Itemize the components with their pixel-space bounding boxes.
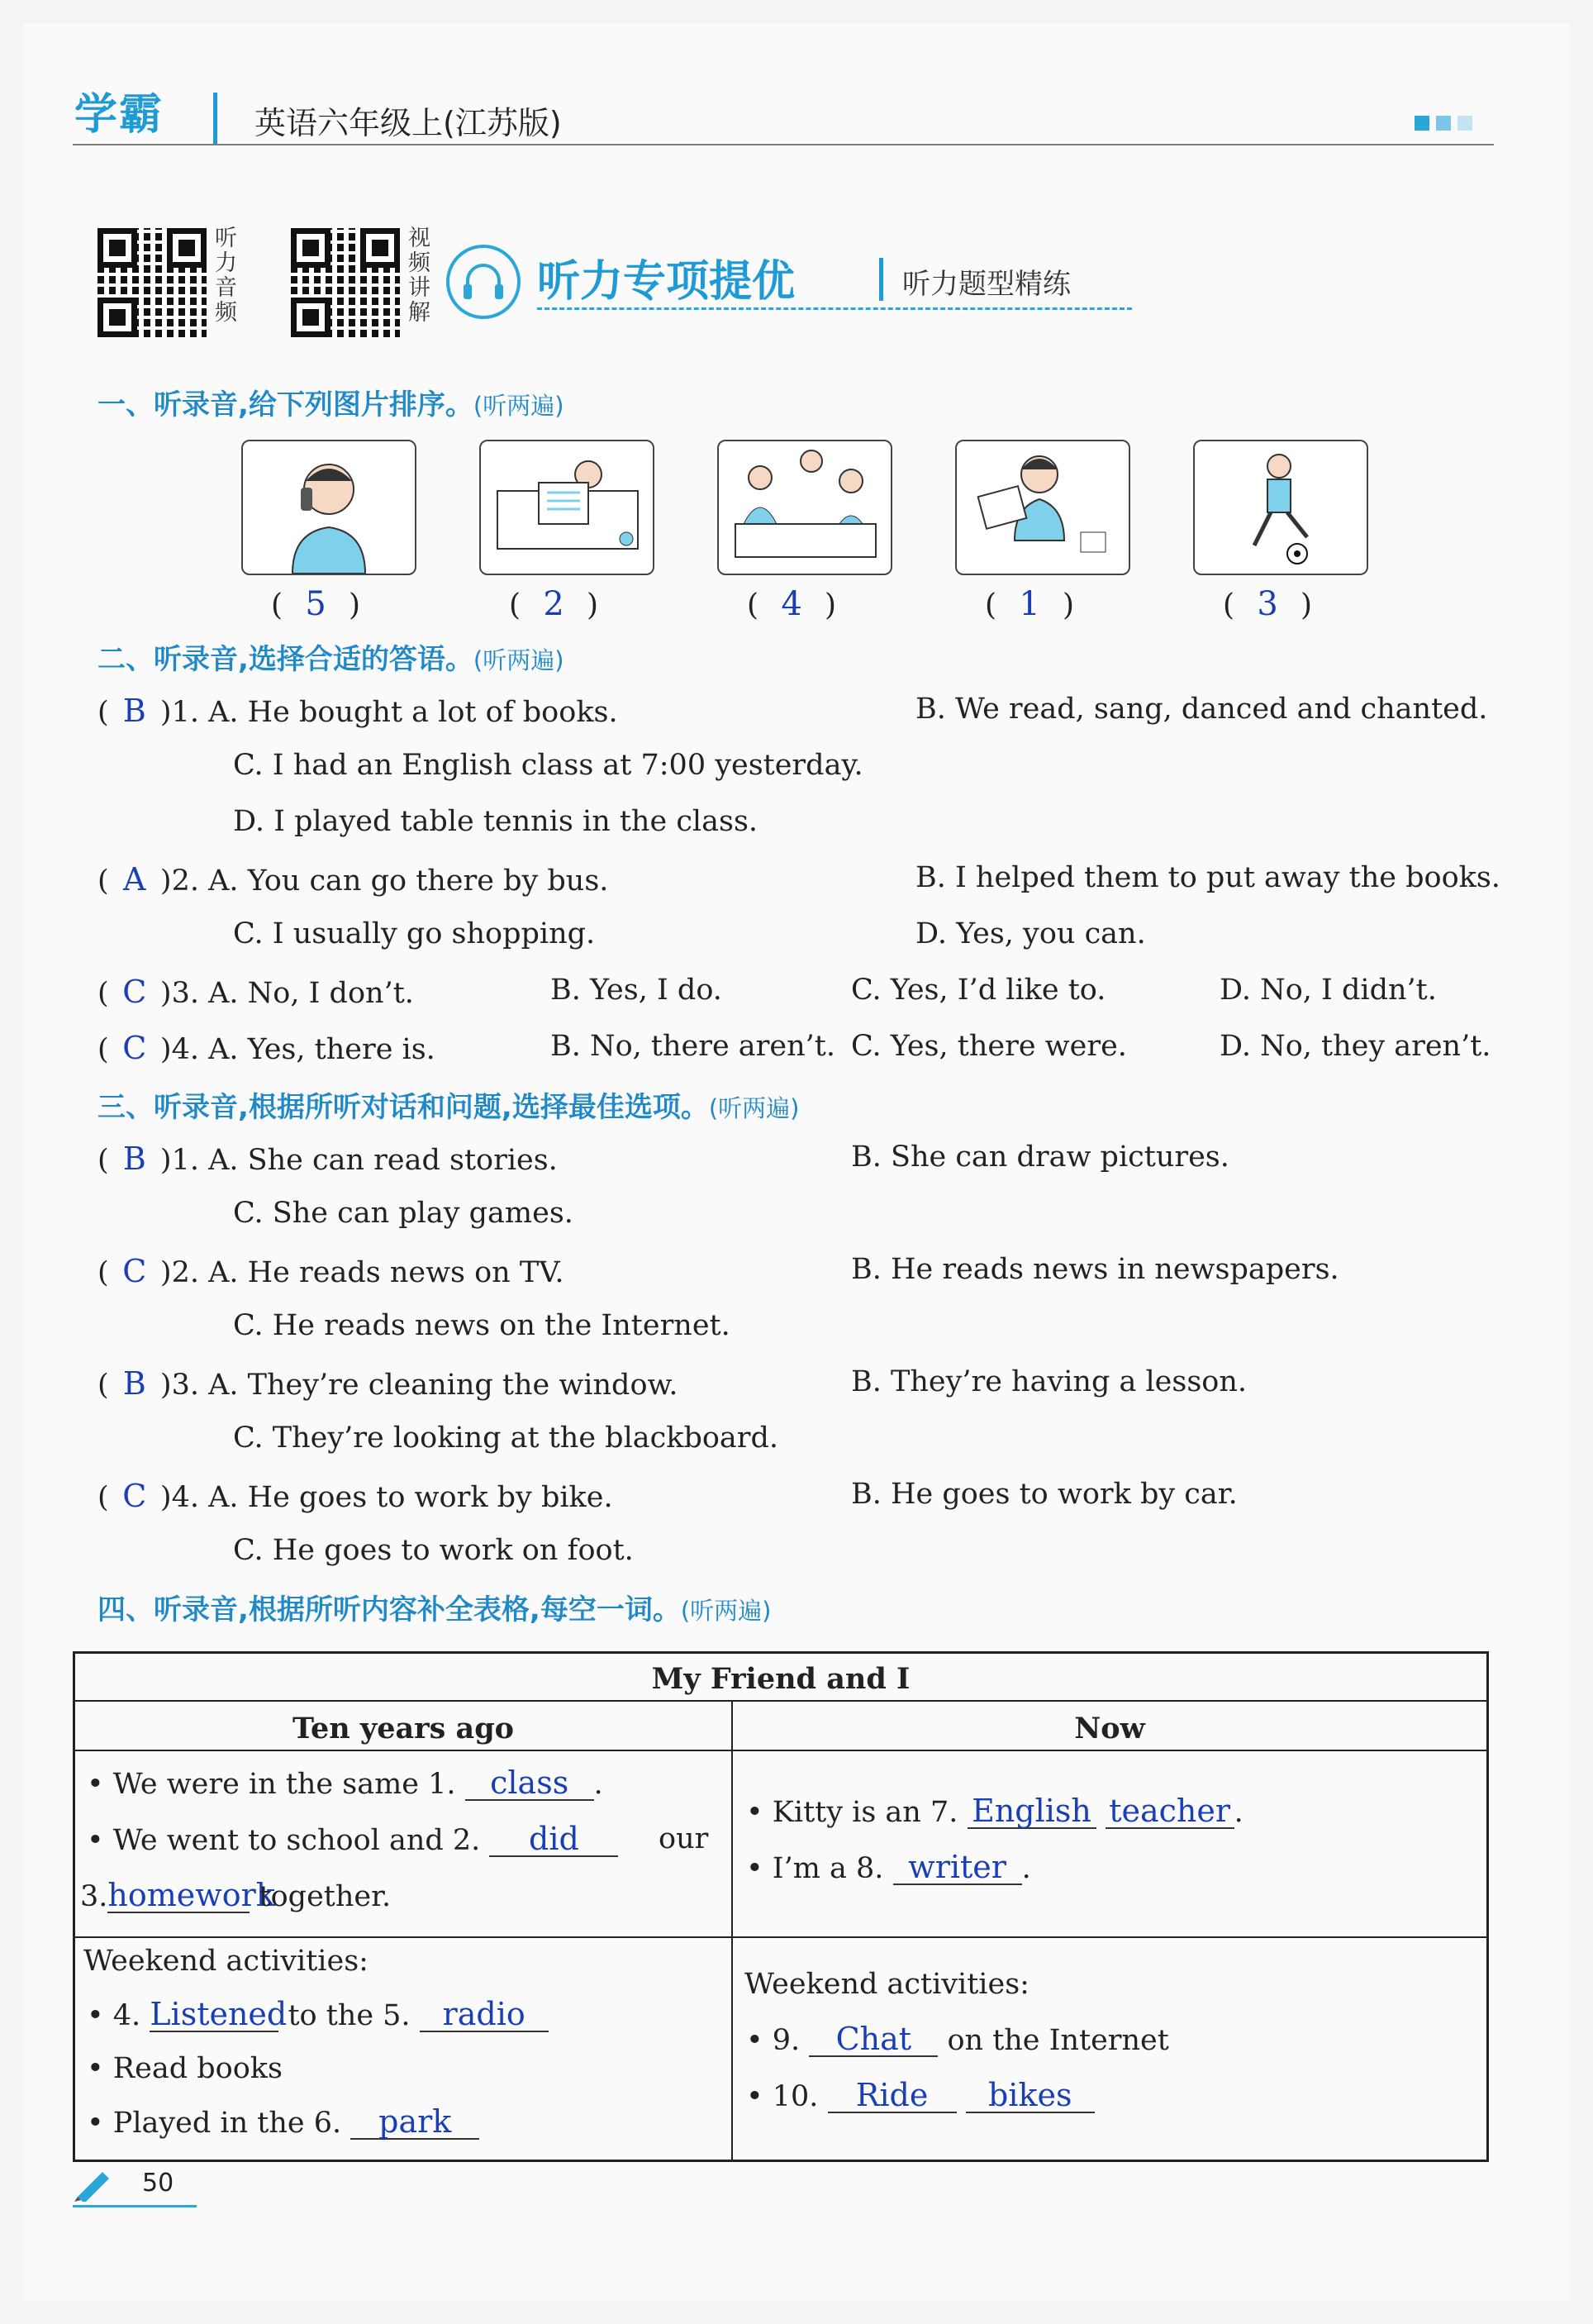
- blank-2[interactable]: did: [489, 1822, 618, 1857]
- s2-q1-line: ( B )1. A. He bought a lot of books.: [97, 693, 618, 729]
- s2-q2-option-b: B. I helped them to put away the books.: [915, 861, 1500, 894]
- banner-divider: [879, 258, 883, 301]
- book-title: 英语六年级上(江苏版): [254, 105, 562, 141]
- blank-7b[interactable]: teacher: [1106, 1794, 1234, 1829]
- s2-q4-option-c: C. Yes, there were.: [851, 1030, 1127, 1063]
- blank-3[interactable]: homework: [107, 1877, 275, 1913]
- table-line-2: • We went to school and 2. did: [87, 1822, 618, 1857]
- s2-q3-option-d: D. No, I didn’t.: [1220, 974, 1437, 1007]
- pencil-icon: [73, 2169, 114, 2205]
- weekend-label-left: Weekend activities:: [83, 1945, 369, 1978]
- header-square-icon: [1457, 116, 1472, 131]
- logo: 学霸: [74, 90, 164, 140]
- picture-man-on-phone: [241, 440, 416, 575]
- s3-q4-option-c: C. He goes to work on foot.: [233, 1534, 634, 1567]
- table-rule: [731, 1700, 733, 2160]
- table-title: My Friend and I: [651, 1662, 911, 1696]
- picture-answer-5: ( 3 ): [1223, 585, 1313, 623]
- blank-6[interactable]: park: [350, 2105, 479, 2140]
- section1-heading: 一、听录音,给下列图片排序。(听两遍): [97, 388, 564, 421]
- table-rule: [75, 1936, 1486, 1938]
- table-col-ten-years-ago: Ten years ago: [292, 1712, 515, 1745]
- section4-heading: 四、听录音,根据所听内容补全表格,每空一词。(听两遍): [97, 1593, 772, 1626]
- video-label: 视频讲解: [408, 226, 430, 326]
- s3-q4-option-b: B. He goes to work by car.: [851, 1478, 1238, 1511]
- s2-q1-option-c: C. I had an English class at 7:00 yesterday.: [233, 749, 863, 782]
- s2-q3-option-b: B. Yes, I do.: [550, 974, 722, 1007]
- picture-answer-3: ( 4 ): [747, 585, 837, 623]
- s3-q3-option-c: C. They’re looking at the blackboard.: [233, 1422, 779, 1455]
- picture-answer-2: ( 2 ): [509, 585, 599, 623]
- s3-q3-option-b: B. They’re having a lesson.: [851, 1365, 1248, 1398]
- s2-q1-option-d: D. I played table tennis in the class.: [233, 805, 758, 838]
- s2-q1-option-b: B. We read, sang, danced and chanted.: [915, 693, 1488, 726]
- s2-q3-option-c: C. Yes, I’d like to.: [851, 974, 1106, 1007]
- picture-boy-playing-football: [1193, 440, 1368, 575]
- s3-q2-option-b: B. He reads news in newspapers.: [851, 1253, 1339, 1286]
- table-line-9: • 9. Chat on the Internet: [746, 2021, 1169, 2057]
- blank-1[interactable]: class: [465, 1766, 594, 1801]
- s3-q4-line: ( C )4. A. He goes to work by bike.: [97, 1478, 613, 1514]
- s2-q2-option-d: D. Yes, you can.: [915, 917, 1146, 950]
- blank-10a[interactable]: Ride: [828, 2079, 957, 2113]
- s2-q2-line: ( A )2. A. You can go there by bus.: [97, 861, 609, 898]
- table-line-7: • Kitty is an 7. English teacher .: [746, 1793, 1243, 1829]
- banner-subtitle: 听力题型精练: [902, 268, 1071, 301]
- picture-boy-reading-comics: [955, 440, 1130, 575]
- s2-q4-option-b: B. No, there aren’t.: [550, 1030, 835, 1063]
- s3-q2-option-c: C. He reads news on the Internet.: [233, 1309, 730, 1342]
- table-line-2-end: our: [659, 1822, 709, 1855]
- logo-divider: [213, 93, 217, 144]
- s3-q2-line: ( C )2. A. He reads news on TV.: [97, 1253, 564, 1289]
- picture-answer-4: ( 1 ): [985, 585, 1075, 623]
- blank-9[interactable]: Chat: [809, 2022, 938, 2057]
- headphone-icon: [446, 245, 521, 319]
- s3-q1-option-b: B. She can draw pictures.: [851, 1141, 1229, 1174]
- s2-q4-option-d: D. No, they aren’t.: [1220, 1030, 1491, 1063]
- banner-title: 听力专项提优: [537, 257, 796, 307]
- page-number-rule: [73, 2205, 197, 2207]
- s2-q4-line: ( C )4. A. Yes, there is.: [97, 1030, 435, 1066]
- page-number: 50: [142, 2169, 174, 2198]
- s3-q1-line: ( B )1. A. She can read stories.: [97, 1141, 558, 1177]
- table-line-8: • I’m a 8. writer .: [746, 1849, 1031, 1885]
- blank-5[interactable]: radio: [420, 1998, 549, 2032]
- blank-4[interactable]: Listened: [150, 1996, 288, 2032]
- blank-10b[interactable]: bikes: [966, 2079, 1095, 2113]
- header-square-icon: [1415, 116, 1429, 131]
- table-line-6: • Played in the 6. park: [87, 2105, 479, 2140]
- picture-answer-1: ( 5 ): [271, 585, 361, 623]
- table-col-now: Now: [1074, 1712, 1145, 1745]
- table-rule: [75, 1750, 1486, 1751]
- blank-7a[interactable]: English: [968, 1794, 1096, 1829]
- section3-heading: 三、听录音,根据所听对话和问题,选择最佳选项。(听两遍): [97, 1091, 800, 1124]
- blank-8[interactable]: writer: [893, 1850, 1022, 1885]
- s3-q1-option-c: C. She can play games.: [233, 1197, 573, 1230]
- fill-in-table: [73, 1651, 1489, 2162]
- header-square-icon: [1436, 116, 1451, 131]
- weekend-label-right: Weekend activities:: [744, 1968, 1030, 2001]
- banner-dashed-line: [537, 307, 1132, 310]
- picture-man-reading-newspaper: [479, 440, 654, 575]
- s2-q3-line: ( C )3. A. No, I don’t.: [97, 974, 414, 1010]
- table-line-3: 3.homework together.: [80, 1877, 392, 1913]
- video-qr-code[interactable]: [291, 228, 400, 337]
- picture-children-in-class: [717, 440, 892, 575]
- header-rule: [73, 144, 1494, 145]
- table-line-10: • 10. Ride bikes: [746, 2079, 1095, 2113]
- s3-q3-line: ( B )3. A. They’re cleaning the window.: [97, 1365, 678, 1402]
- table-line-read-books: • Read books: [87, 2052, 283, 2085]
- audio-qr-code[interactable]: [97, 228, 207, 337]
- s2-q2-option-c: C. I usually go shopping.: [233, 917, 596, 950]
- audio-label: 听力音频: [215, 226, 237, 326]
- table-line-4-5: • 4. Listened to the 5. radio: [87, 1998, 549, 2032]
- table-rule: [75, 1700, 1486, 1702]
- table-line-1: • We were in the same 1. class .: [87, 1764, 603, 1801]
- section2-heading: 二、听录音,选择合适的答语。(听两遍): [97, 643, 564, 676]
